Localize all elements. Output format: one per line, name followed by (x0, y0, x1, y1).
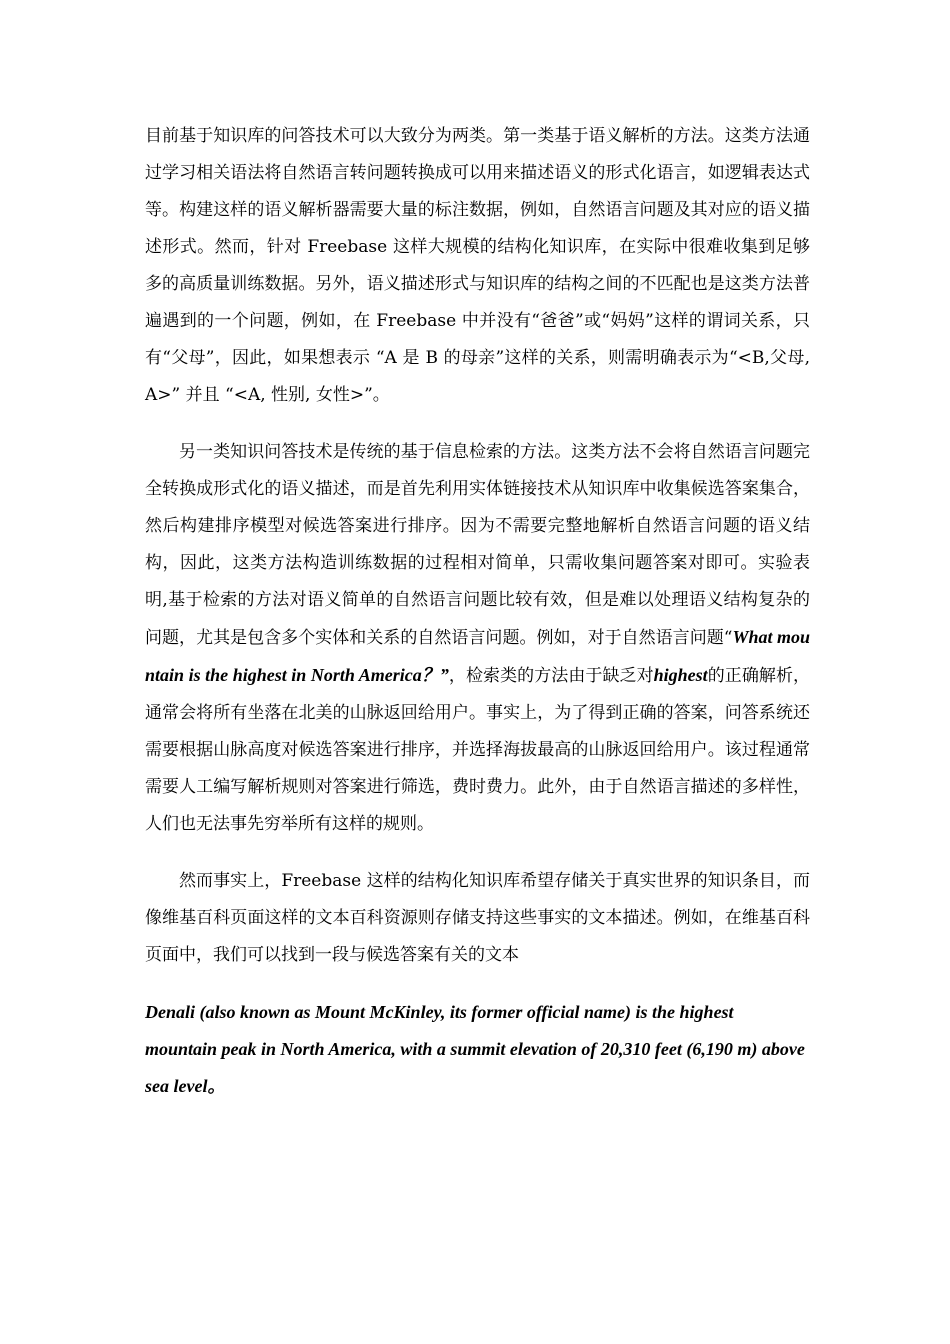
paragraph-ir-part-3: 的正确解析，通常会将所有坐落在北美的山脉返回给用户。事实上，为了得到正确的答案，问答系统还需要根据山脉高度对候选答案进行排序，并选择海拔最高的山脉返回给用户。该过程通常需要人工编写解析规则对答案进行筛选，费时费力。此外，由于自然语言描述的多样性，人们也无法事先穷举所有这样的规则。 (145, 666, 811, 834)
paragraph-gap (145, 974, 810, 994)
document-body (145, 118, 810, 1105)
paragraph-ir-part-1: 另一类知识问答技术是传统的基于信息检索的方法。这类方法不会将自然语言问题完全转换成形式化的语义描述，而是首先利用实体链接技术从知识库中收集候选答案集合，然后构建排序模型对候选答案进行排序。因为不需要完整地解析自然语言问题的语义结构，因此，这类方法构造训练数据的过程相对简单，只需收集问题答案对即可。实验表明,基于检索的方法对语义简单的自然语言问题比较有效，但是难以处理语义结构复杂的问题，尤其是包含多个实体和关系的自然语言问题。例如，对于自然语言问题“ (145, 442, 810, 648)
keyword-highest: highest (653, 665, 708, 685)
quoted-example-text: Denali (also known as Mount McKinley, its former official name) is the highest mountain peak in North America, with a summit elevation of 20,310 feet (6,190 m) above sea level。 (145, 1002, 805, 1096)
paragraph-gap (145, 843, 810, 863)
paragraph-ir-based-qa (145, 434, 810, 843)
paragraph-gap (145, 414, 810, 434)
paragraph-kb-qa-semantic-parsing: 目前基于知识库的问答技术可以大致分为两类。第一类基于语义解析的方法。这类方法通过学习相关语法将自然语言转问题转换成可以用来描述语义的形式化语言，如逻辑表达式等。构建这样的语义解析器需要大量的标注数据，例如，自然语言问题及其对应的语义描述形式。然而，针对 Freebase 这样大规模的结构化知识库，在实际中很难收集到足够多的高质量训练数据。另外，语义描述形式与知识库的结构之间的不匹配也是这类方法普遍遇到的一个问题，例如，在 Freebase 中并没有“爸爸”或“妈妈”这样的谓词关系，只有“父母”，因此，如果想表示 “A 是 B 的母亲”这样的关系，则需明确表示为“<B,父母,A>” 并且 “<A, 性别, 女性>”。 (145, 126, 810, 405)
paragraph-wikipedia-text: 然而事实上，Freebase 这样的结构化知识库希望存储关于真实世界的知识条目，而像维基百科页面这样的文本百科资源则存储支持这些事实的文本描述。例如，在维基百科页面中，我们可以找到一段与候选答案有关的文本 (145, 871, 810, 965)
example-question: What mountain is the highest in North America？” (145, 627, 810, 685)
paragraph-ir-part-2: ，检索类的方法由于缺乏对 (448, 666, 654, 686)
